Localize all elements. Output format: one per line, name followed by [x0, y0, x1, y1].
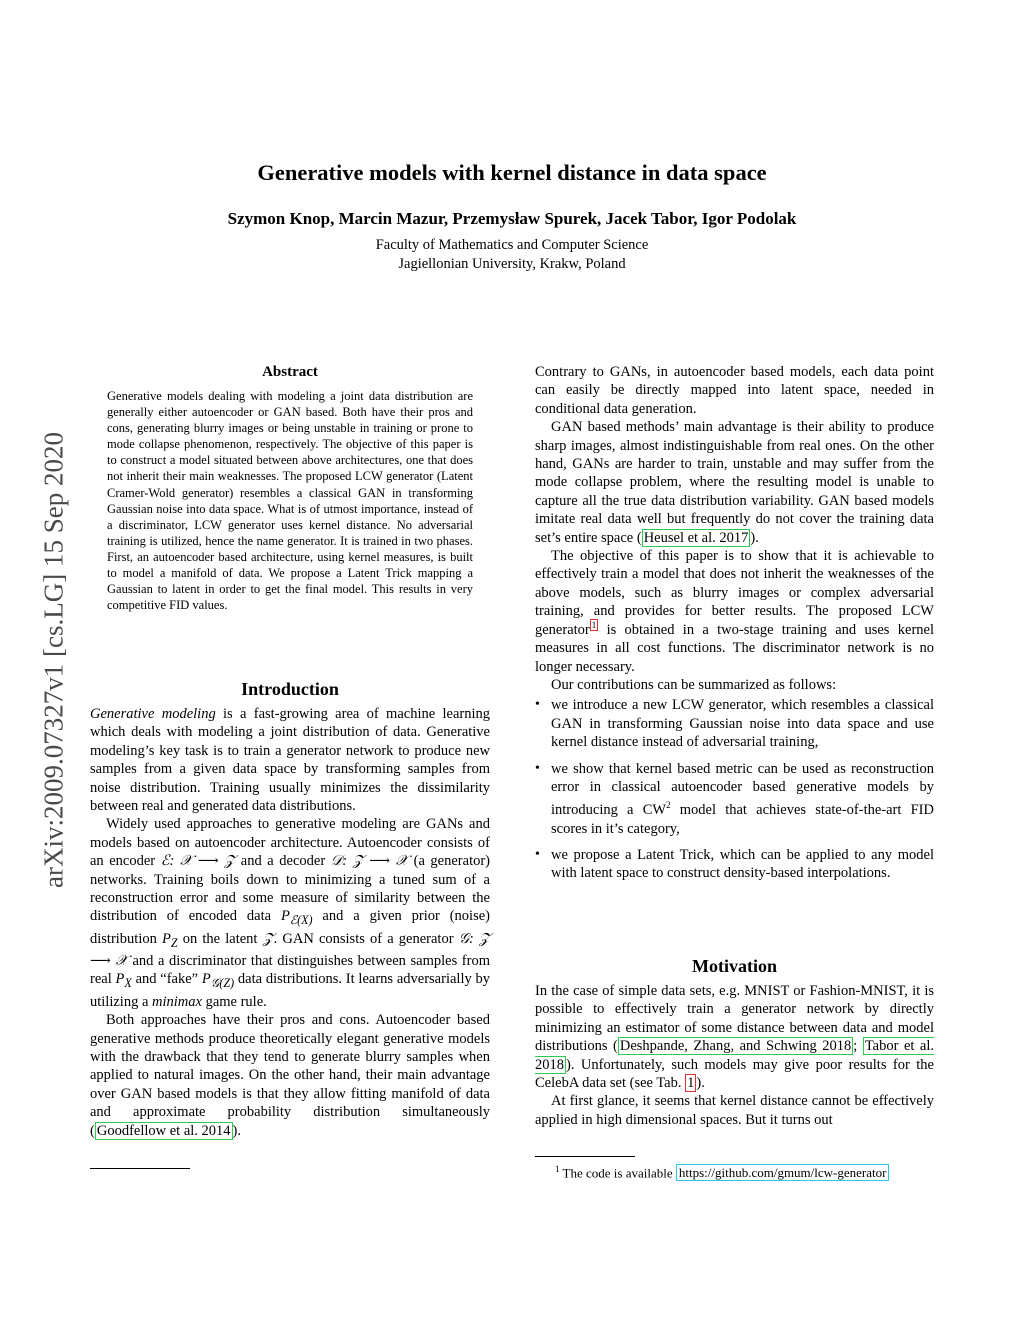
- right-paragraph-2: GAN based methods’ main advantage is their ability to produce sharp images, almost indistinguishable from real ones. On the other hand, GANs are harder to train, unstable and may suffer from the mode collapse problem, where the resulting model is unable to capture all the true data distribution variability. GAN based models imitate real data well but frequently do not cover the training data set’s entire space ( Heusel et al. 2017 ).: [535, 419, 934, 546]
- affiliation-line-1: Faculty of Mathematics and Computer Science: [375, 237, 649, 253]
- latent-space-math: 𝒵: [262, 930, 274, 947]
- arxiv-identifier-sidebar: [36, 350, 72, 970]
- table-link-1[interactable]: 1: [687, 1075, 695, 1092]
- intro-paragraph-2: Widely used approaches to generative modeling are GANs and models based on autoencoder architecture. Autoencoder consists of an encoder ℰ: 𝒳 ⟶ 𝒵 and a decoder 𝒟: 𝒵 ⟶ 𝒳 (a generator) networks. Training boils down to minimizing a tuned sum of a reconstruction error and some measure of similarity between the distribution of encoded data $P_{ℰ(X)}$ and a given prior (noise) distribution $P_Z$ on the latent 𝒵. GAN consists of a generator 𝒢: 𝒵 ⟶ 𝒳 and a discriminator that distinguishes between samples from real $P_X$ and “fake” $P_{𝒢(Z)}$ data distributions. It learns adversarially by utilizing a minimax game rule.: [90, 816, 491, 1010]
- contributions-list: [535, 696, 934, 882]
- citation-deshpande-2018[interactable]: Deshpande, Zhang, and Schwing 2018: [619, 1038, 852, 1055]
- abstract-text: Generative models dealing with modeling a joint data distribution are generally either autoencoder or GAN based. Both have their pros and cons, generating blurry images or being unstable in training or prone to mode collapse phenomenon, respectively. The objective of this paper is to construct a model situated between above architectures, one that does not inherit their main weaknesses. The proposed LCW generator (Latent Cramer-Wold generator) resembles a classical GAN in transforming Gaussian noise into data space. What is of utmost importance, instead of a discriminator, LCW generator uses kernel distance. No adversarial training is utilized, hence the name generator. It is trained in two phases. First, an autoencoder based architecture, using kernel measures, is built to model a manifold of data. We propose a Latent Trick mapping a Gaussian to latent in order to get the final model. This results in very competitive FID values.: [107, 389, 473, 613]
- abstract-heading: Abstract: [262, 364, 318, 380]
- contribution-item: • we propose a Latent Trick, which can be applied to any model with latent space to construct density-based interpolations.: [535, 846, 934, 882]
- generator-math: 𝒢: 𝒵 ⟶ 𝒳: [90, 930, 491, 970]
- motivation-paragraph-2: At first glance, it seems that kernel distance cannot be effectively applied in high dimensional spaces. But it turns out: [535, 1093, 934, 1128]
- right-paragraph-1: Contrary to GANs, in autoencoder based models, each data point can easily be directly mapped into latent space, needed in conditional data generation.: [535, 364, 934, 417]
- p-g-math: $P_{𝒢(Z)}$: [201, 971, 235, 991]
- right-column: [535, 363, 934, 891]
- introduction-heading: Introduction: [241, 679, 339, 699]
- motivation-heading: Motivation: [692, 956, 777, 976]
- footnote-rule-right: [535, 1156, 635, 1157]
- affiliation-line-2: Jagiellonian University, Krakw, Poland: [398, 256, 626, 272]
- citation-heusel-2017[interactable]: Heusel et al. 2017: [643, 529, 749, 546]
- intro-paragraph-3: Both approaches have their pros and cons. Autoencoder based generative methods produce theoretically elegant generative models with the drawback that they tend to generate blurry samples when applied to natural images. On the other hand, their main advantage over GAN based models is that they allow fitting manifold of data and approximate probability distribution simultaneously ( Goodfellow et al. 2014 ).: [90, 1012, 490, 1139]
- right-paragraph-4: Our contributions can be summarized as follows:: [551, 676, 837, 693]
- paper-title: Generative models with kernel distance in data space: [257, 160, 767, 185]
- decoder-math: 𝒟: 𝒵 ⟶ 𝒳: [330, 853, 409, 870]
- footnote-text: The code is available: [562, 1165, 676, 1181]
- footnote-mark: 1: [555, 1164, 560, 1174]
- right-paragraph-3: The objective of this paper is to show that it is achievable to effectively train a model that does not inherit the weaknesses of the above models, such as blurry images or complex adversarial training, and provides for better results. The proposed LCW generator $^1$ is obtained in a two-stage training and uses kernel measures in all cost functions. The discriminator network is no longer necessary.: [535, 548, 934, 675]
- p-encoded-math: $P_{ℰ(X)}$: [280, 908, 313, 928]
- intro-paragraph-1: Generative modeling is a fast-growing area of machine learning which deals with modeling a joint distribution of data. Generative modeling’s key task is to train a generator network to produce new samples from a given data space by transforming samples from noise distribution. Training usually minimizes the dissimilarity between real and generated data distributions.: [90, 706, 490, 815]
- motivation-body: [535, 982, 934, 1129]
- intro-emphasis: Generative modeling: [90, 706, 216, 722]
- motivation-paragraph-1: In the case of simple data sets, e.g. MNIST or Fashion-MNIST, it is possible to effectively train a generator network by directly minimizing an estimator of some distance between data and model distributions ( Deshpande, Zhang, and Schwing 2018 ; Tabor et al. 2018 ). Unfortunately, such models may give poor results for the CelebA data set (see Tab. 1 ).: [535, 983, 935, 1092]
- footnote-rule: [90, 1168, 190, 1169]
- footnote-1: [555, 1161, 940, 1181]
- arxiv-identifier: arXiv:2009.07327v1 [cs.LG] 15 Sep 2020: [38, 432, 69, 888]
- encoder-math: ℰ: 𝒳 ⟶ 𝒵: [160, 853, 236, 870]
- p-x-math: $P_X$: [115, 971, 132, 991]
- paper-authors: Szymon Knop, Marcin Mazur, Przemysław Spurek, Jacek Tabor, Igor Podolak: [227, 209, 797, 228]
- bullet-icon: •: [535, 697, 540, 713]
- bullet-icon: •: [535, 760, 540, 776]
- bullet-icon: •: [535, 846, 540, 862]
- code-repository-link[interactable]: https://github.com/gmum/lcw-generator: [676, 1164, 890, 1181]
- left-column: [90, 705, 490, 1140]
- p-z-math: $P_Z$: [162, 930, 178, 950]
- footnote-link-1[interactable]: 1: [591, 619, 597, 630]
- minimax-term: minimax: [152, 993, 202, 1010]
- contribution-item: • we introduce a new LCW generator, which resembles a classical GAN in transforming Gaussian noise into data space and use kernel distance instead of adversarial training,: [535, 697, 934, 751]
- contribution-item: • we show that kernel based metric can be used as reconstruction error in classical autoencoder based generative models by introducing a $CW^2$ model that achieves state-of-the-art FID scores in it’s category,: [535, 760, 934, 837]
- citation-goodfellow-2014[interactable]: Goodfellow et al. 2014: [96, 1122, 231, 1139]
- citation-tabor-2018[interactable]: Tabor et al. 2018: [535, 1038, 935, 1073]
